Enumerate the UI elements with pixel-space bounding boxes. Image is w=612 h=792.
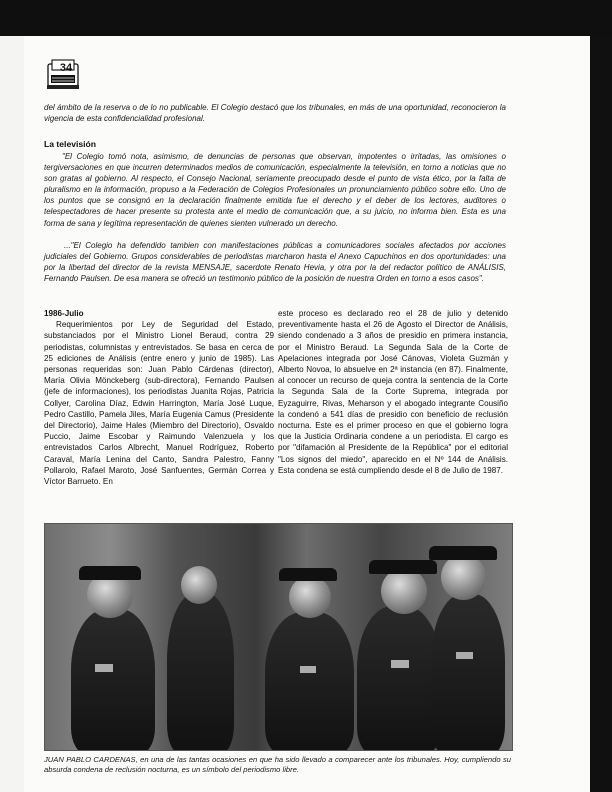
document-page — [24, 36, 590, 792]
photo-caption — [44, 755, 511, 775]
right-column-body: este proceso es declarado reo el 28 de julio y detenido preventivamente hasta el 26 de Agosto el Director de Análisis, siendo condenado a 3 años de presidio en primera instancia, por el Ministro Beraud. La Segunda Sala de la Corte de Apelaciones integrada por José Cánovas, Violeta Guzmán y Alberto Novoa, lo absuelve en 2ª instancia (en 87). Finalmente, al conocer un recurso de queja contra la sentencia de la Corte la Segunda Sala de la Corte Suprema, integrada por Eyzaguirre, Rivas, Meharson y el abogado integrante Cousiño la condenó a 541 días de presidio con beneficio de reclusión nocturna. Este es el primer proceso en que el gobierno logra que la Justicia Ordinaria condene a un periodista. El cargo es por "difamación al Presidente de la República" por el editorial "Los signos del miedo", aparecido en el Nº 144 de Análisis. Esta condena se está cumpliendo desde el 8 de Julio de 1987. — [278, 309, 508, 475]
right-column — [278, 308, 508, 476]
section-title: La televisión — [44, 139, 97, 149]
page-number-badge — [46, 58, 82, 92]
intro-paragraph: del ámbito de la reserva o de lo no publicable. El Colegio destacó que los tribunales, en más de una oportunidad, reconocieron la vigencia de esta confidencialidad profesional. — [44, 103, 506, 124]
left-column-heading: 1986-Julio — [44, 309, 84, 318]
page-number: 34 — [59, 62, 73, 74]
left-column-body: Requerimientos por Ley de Seguridad del Estado, substanciados por el Ministro Lionel Beraud, contra 29 periodistas, columnistas y entrevistados. Se basa en cerca de 25 ediciones de Análisis (entre enero y junio de 1985). Las personas requeridas son: Juan Pablo Cárdenas (director), María Olivia Mönckeberg (sub-directora), Fernando Paulsen (jefe de informaciones), los periodistas Juanita Rojas, Patricia Collyer, Carolina Díaz, Edwin Harrington, María José Luque, Pedro Castillo, Pamela Jiles, María Eugenia Camus (Presidente del Directorio), Jaime Hales (Miembro del Directorio), Osvaldo Puccio, Jaime Escobar y Raimundo Valenzuela y los entrevistados Carlos Albrecht, Manuel Rodríguez, Roberto Caraval, María Lenina del Canto, Sandra Palestro, Fanny Pollarolo, Rafael Maroto, José Sanfuentes, Germán Correa y Víctor Barrueto. En — [44, 320, 274, 487]
television-paragraph: "El Colegio tomó nota, asimismo, de denuncias de personas que observan, impotentes o irritadas, las omisiones o tergiversaciones en que incurren determinados medios de comunicación, especialmente la televisión, en torno a noticias que no son gratas al gobierno. Al respecto, el Consejo Nacional, seriamente preocupado desde el punto de vista ético, por la falta de pluralismo en la información, propuso a la Federación de Colegios Profesionales un pronunciamiento público sobre ello. Uno de los puntos que se consignó en la declaración finalmente emitida fue el derecho y el deber de los lectores, auditores o telespectadores de hacer presente su protesta ante el medio de comunicación que, a su juicio, no informa bien. Esta es una forma de sana y legítima representación de quienes sienten vulnerado un derecho. — [44, 152, 506, 228]
scan-right-border — [590, 36, 612, 792]
public-demonstrations-paragraph: ..."El Colegio ha defendido tambien con manifestaciones públicas a comunicadores sociales afectados por acciones judiciales del Gobierno. Grupos considerables de periodistas marcharon hasta el Anexo Capuchinos en dos oportunidades: una por la libertad del director de la revista MENSAJE, sacerdote Renato Hevia, y otra por la del redactor político de ANÁLISIS, Fernando Paulsen. De esa manera se ofreció un testimonio público de la posición de nuestra Orden en torno a esos casos". — [44, 241, 506, 284]
photo-caption-text: JUAN PABLO CARDENAS, en una de las tantas ocasiones en que ha sido llevado a comparecer ante los tribunales. Hoy, cumpliendo su absurda condena de reclusión nocturna, es un símbolo del periodismo libre. — [44, 755, 511, 774]
scan-top-border — [0, 0, 612, 36]
left-column — [44, 308, 274, 487]
press-photo — [44, 523, 513, 751]
